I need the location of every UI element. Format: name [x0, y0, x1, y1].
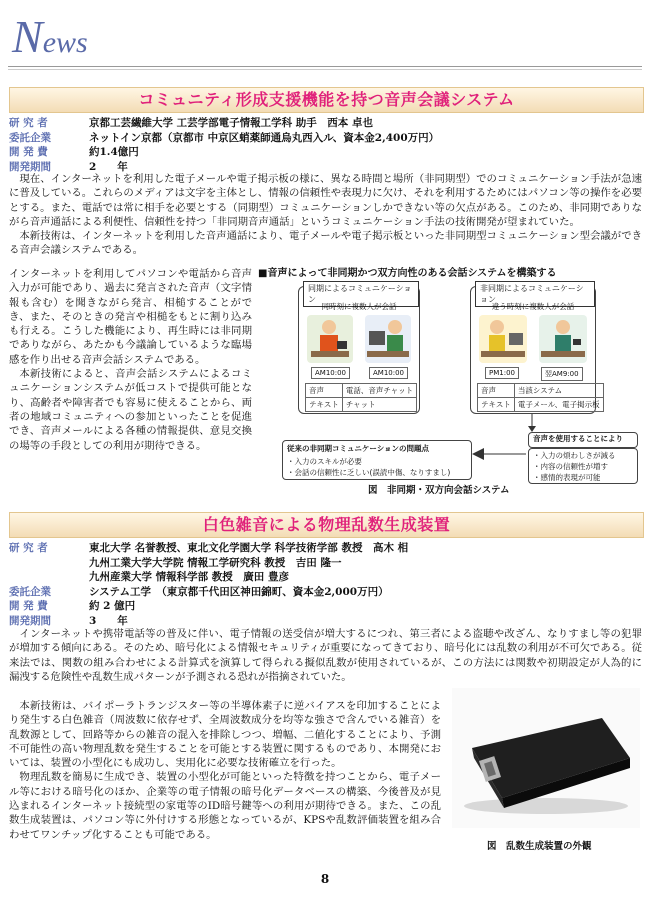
meta-label: 研 究 者 [9, 117, 48, 129]
article1-body-column: インターネットを利用してパソコンや電話から音声入力が可能であり、過去に発言された音声（文字情報も含む）を聞きながら発言、相槌することができ、また、そのときの発言や相槌をもとに割り込みも行える。こうした機能により、再生時には非同期でありながら、あたかも今議論しているような臨場感を作り出せる音声会話システムである。 本新技術によると、音声会話システムによるコミュニケーションシステムが低コストで提供可能となり、高齢者や障害者でも容易に使えることから、両者の地域コミュニティへの参加といったことを促進でき、音声メールによる各種の情報提供、意見交換の場等の手段としての利用が期待できる。 [9, 268, 252, 452]
meta-value: 九州産業大学 情報科学部 教授 廣田 豊彦 [89, 571, 289, 583]
news-logo: News [12, 11, 88, 62]
news-header [0, 0, 650, 86]
meta-value: 約1.4億円 [89, 146, 139, 158]
meta-label: 委託企業 [9, 131, 51, 144]
header-divider-2 [8, 69, 642, 70]
sync-comm-label: 同期によるコミュニケーション [303, 281, 419, 307]
meta-value: 東北大学 名誉教授、東北文化学園大学 科学技術学部 教授 高木 相 [89, 542, 409, 554]
meta-row [9, 614, 408, 629]
solution-title-box: 音声を使用することにより [528, 432, 638, 448]
meta-row [9, 541, 408, 556]
random-generator-photo [452, 688, 640, 828]
sync-comm-panel: 同期によるコミュニケーション 同時刻に複数人が会話 AM10:00 AM10:00 音声 電話、音声チャット テキスト チャット [298, 286, 420, 414]
meta-value: 約 2 億円 [89, 600, 136, 612]
article1-body-intro: 現在、インターネットを利用した電子メールや電子掲示板の様に、異なる時間と場所（非同期型）でのコミュニケーション手法が急速に普及している。これらのメディアは文字を主体とし、情報の信頼性や表現力に欠け、それを利用するためにはパソコン等の操作を必要とする。また、電話では常に相手を必要とする（同期型）コミュニケーションしかできない等の欠点がある。このため、非同期でありながら音声通話による利便性、信頼性を持つ「非同期音声通話」というコミュニケーション手法の技術開発が望まれていた。 本新技術は、インターネットを利用した音声通話により、電子メールや電子掲示板といった非同期型コミュニケーション型会議ができる音声会議システムである。 [9, 173, 642, 257]
article2-title-band [9, 512, 644, 538]
async-comm-table: 音声 当該システム テキスト 電子メール、電子掲示板 [477, 383, 604, 412]
meta-value: 3 年 [89, 614, 128, 627]
meta-value: 九州工業大学大学院 情報工学研究科 教授 吉田 隆一 [89, 556, 342, 569]
meta-row [9, 585, 408, 600]
problems-box: 従来の非同期コミュニケーションの問題点 ・入力のスキルが必要 ・会話の信頼性に乏しい(誤読中傷、なりすまし) [282, 440, 472, 480]
meta-label [9, 570, 89, 585]
page-number: 8 [320, 872, 330, 886]
sync-comm-table: 音声 電話、音声チャット テキスト チャット [305, 383, 417, 412]
meta-row [9, 570, 408, 585]
async-conversation-figure [258, 264, 644, 494]
async-comm-panel: 非同期によるコミュニケーション 違う時刻に複数人が会話 PM1:00 翌AM9:00 音声 当該システム テキスト 電子メール、電子掲示板 [470, 286, 596, 414]
meta-value: ネットイン京都（京都市 中京区蛸薬師通烏丸西入ル、資本金2,400万円） [89, 131, 440, 144]
meta-label: 委託企業 [9, 585, 51, 598]
meta-row [9, 131, 439, 146]
meta-label: 開 発 費 [9, 146, 48, 158]
meta-row [9, 145, 439, 160]
meta-label [9, 556, 89, 571]
meta-label: 開発期間 [9, 614, 51, 627]
meta-row [9, 556, 408, 571]
meta-label: 開 発 費 [9, 600, 48, 612]
article2-body-column: 本新技術は、バイポーラトランジスター等の半導体素子に逆バイアスを印加することにより発生する白色雑音（周波数に依存せず、全周波数成分を均等な強さで含んでいる雑音）を乱数源として、回路等からの雑音の混入を排除しつつ、増幅、二値化することにより、予測不可能性の高い物理乱数を発生することを可能とする装置に関するものであり、本開発においては、装置の小型化にも成功し、実用化に必要な技術確立を行った。 物理乱数を簡易に生成でき、装置の小型化が可能といった特徴を持つことから、電子メール等における暗号化のほか、企業等の電子情報の暗号化データベースの構築、今後普及が見込まれるインターネット接続型の家電等のID暗号鍵等への利用が期待できる。また、この乱数生成装置は、パソコン等に外付けする形態となっているが、KPSや乱数評価装置を組み合わせてワンチップ化することも可能である。 [9, 700, 441, 841]
figure-caption: 図 非同期・双方向会話システム [368, 485, 510, 496]
article2-meta [9, 541, 408, 628]
async-comm-label: 非同期によるコミュニケーション [475, 281, 595, 307]
meta-value: 京都工芸繊維大学 工芸学部電子情報工学科 助手 西本 卓也 [89, 117, 373, 129]
meta-label: 開発期間 [9, 160, 51, 173]
meta-value: 2 年 [89, 160, 128, 173]
meta-value: システム工学 （東京都千代田区神田錦町、資本金2,000万円） [89, 585, 389, 598]
photo-caption: 図 乱数生成装置の外観 [487, 841, 592, 852]
meta-row [9, 116, 439, 131]
article2-title: 白色雑音による物理乱数生成装置 [202, 515, 451, 534]
article2-body-intro: インターネットや携帯電話等の普及に伴い、電子情報の送受信が増大するにつれ、第三者による盗聴や改ざん、なりすまし等の犯罪が増加する傾向にある。そのため、暗号化による情報セキュリティが重要になってきており、暗号化には乱数の利用が不可欠である。従来法では、関数の組み合わせによる計算式を演算して得られる擬似乱数が使用されているが、この方法には関数や初期設定が人為的に漏洩する危険性や乱数生成パターンが予測される恐れが指摘されていた。 [9, 628, 642, 683]
meta-label: 研 究 者 [9, 542, 48, 554]
article1-title: コミュニティ形成支援機能を持つ音声会議システム [138, 90, 515, 109]
solution-box: ・入力の煩わしさが減る ・内容の信頼性が増す ・感情的表現が可能 [528, 448, 638, 484]
article1-meta [9, 116, 439, 174]
article1-title-band [9, 87, 644, 113]
figure-title: ■音声によって非同期かつ双方向性のある会話システムを構築する [258, 268, 557, 279]
meta-row [9, 599, 408, 614]
header-divider [8, 66, 642, 67]
